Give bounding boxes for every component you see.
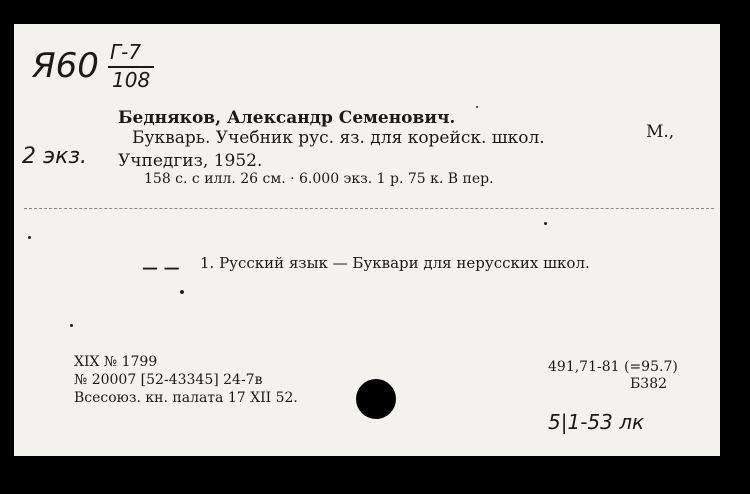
title: Букварь. Учебник рус. яз. для корейск. школ. [132,128,545,148]
footer-line-2: № 20007 [52-43345] 24-7в [74,372,263,388]
shelfmark-top: Г-7 [110,40,142,64]
footer-line-1: XIX № 1799 [74,354,158,370]
classification: 491,71-81 (=95.7) [548,359,678,375]
shelfmark-bottom: 108 [112,68,151,92]
shelfmark-main: Я60 [32,46,99,86]
dashed-divider [24,208,714,209]
publisher: Учпедгиз, 1952. [118,151,263,171]
code: Б382 [630,376,668,392]
subject-heading: 1. Русский язык — Буквари для нерусских школ. [200,254,590,272]
speck [476,106,478,108]
subject-dash: — — [142,258,180,277]
author: Бедняков, Александр Семенович. [118,108,456,128]
punch-hole [356,379,396,419]
place: М., [646,122,675,142]
speck [28,236,31,239]
physical-details: 158 с. с илл. 26 см. · 6.000 экз. 1 р. 75 к. В пер. [144,171,494,187]
speck [544,222,547,225]
copies-note: 2 экз. [22,144,88,169]
speck [180,290,184,294]
footer-line-3: Всесоюз. кн. палата 17 XII 52. [74,390,298,406]
speck [70,324,73,327]
bottom-handwritten-note: 5|1-53 лк [548,410,645,434]
